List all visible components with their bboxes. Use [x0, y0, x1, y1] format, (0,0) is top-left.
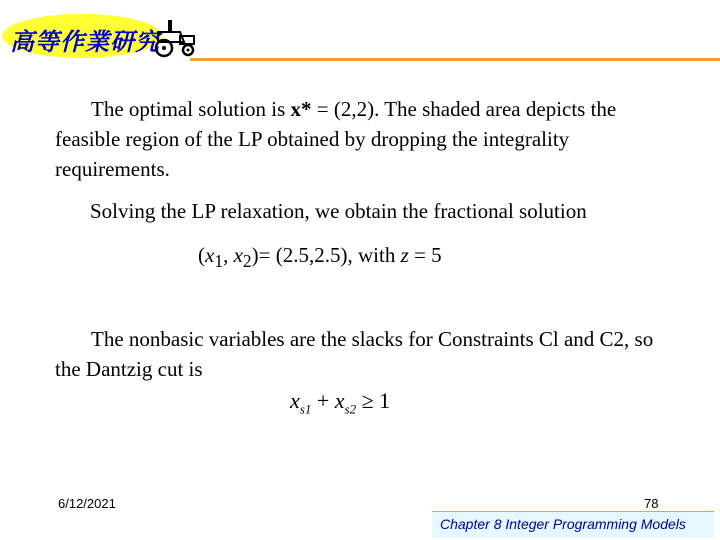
paragraph-optimal-solution	[55, 94, 675, 184]
logo-text: 高等作業研究	[10, 27, 160, 56]
formula-relation: ≥ 1	[356, 388, 391, 413]
formula-x2: x	[334, 388, 345, 413]
fractional-solution-line	[198, 240, 442, 276]
p3-x2: x	[233, 243, 243, 267]
p1-bold-x: x*	[290, 97, 312, 121]
p3-mid: )= (2.5,2.5), with	[251, 243, 401, 267]
footer-chapter-title: Chapter 8 Integer Programming Models	[440, 516, 686, 532]
p3-end: = 5	[408, 243, 442, 267]
formula-x1: x	[290, 388, 300, 413]
footer-date: 6/12/2021	[58, 496, 116, 511]
p3-x1: x	[205, 243, 215, 267]
p4-text: The nonbasic variables are the slacks for Constraints Cl and C2, so the Dantzig cut is	[55, 327, 654, 381]
paragraph-lp-relaxation: Solving the LP relaxation, we obtain the fractional solution	[90, 199, 587, 223]
tractor-icon	[150, 18, 198, 58]
paragraph-dantzig-cut	[55, 324, 675, 384]
dantzig-cut-formula	[290, 388, 390, 417]
p1-text-start: The optimal solution is	[91, 97, 291, 121]
formula-sub-s2: s2	[344, 401, 357, 417]
p3-comma: ,	[223, 243, 234, 267]
page-number: 78	[644, 496, 659, 511]
header-rule	[190, 58, 720, 61]
header-logo	[0, 0, 200, 60]
p1-text-end: = (2,2). The shaded area depicts the feasible region of the LP obtained by dropping the integrality requirements.	[55, 97, 617, 181]
p3-sub1: 1	[214, 251, 224, 272]
p3-sub2: 2	[242, 251, 252, 272]
formula-sub-s1: s1	[299, 401, 312, 417]
p3-open: (	[198, 243, 205, 267]
p3-z: z	[400, 243, 409, 267]
formula-plus: +	[311, 388, 335, 413]
